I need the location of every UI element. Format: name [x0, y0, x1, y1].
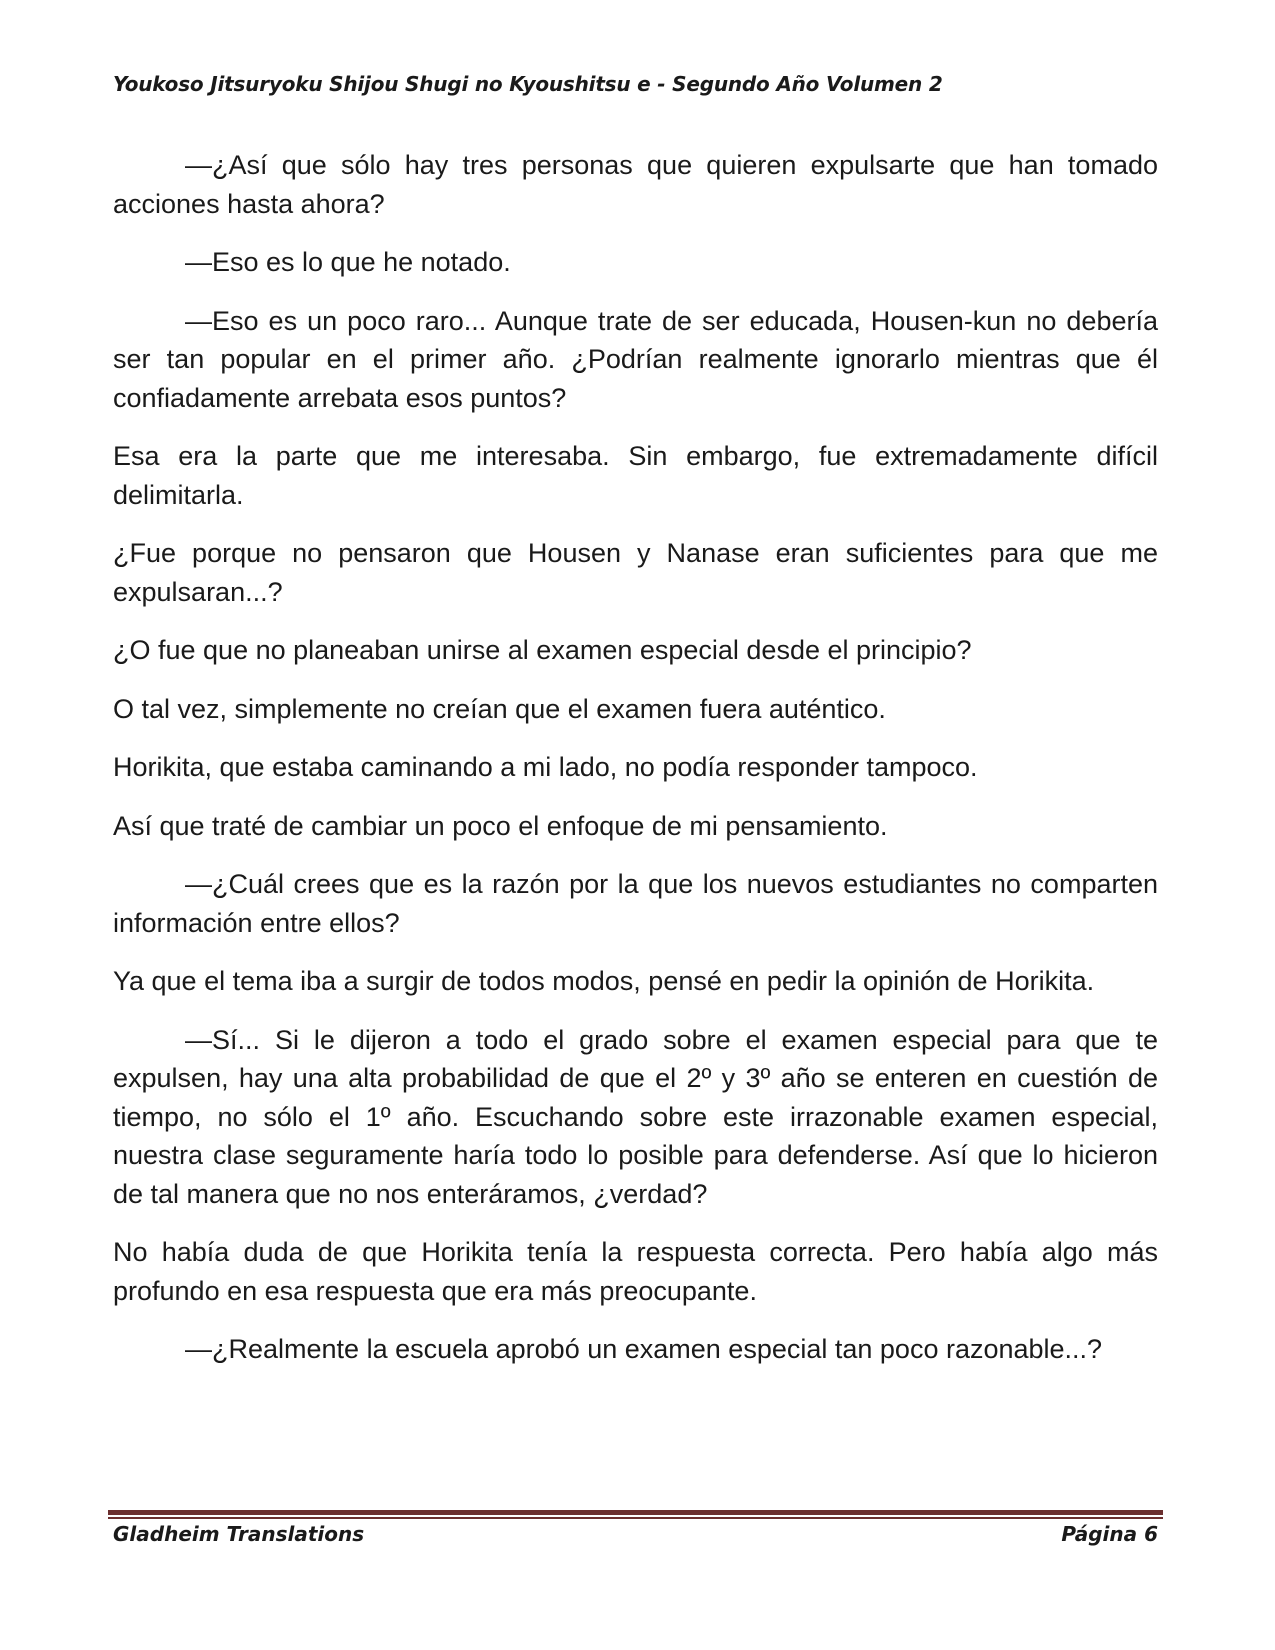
paragraph: Así que traté de cambiar un poco el enfoque de mi pensamiento. — [113, 810, 888, 841]
paragraph: Esa era la parte que me interesaba. Sin embargo, fue extremadamente difícil delimitarla. — [113, 441, 1158, 510]
paragraph: —¿Realmente la escuela aprobó un examen especial tan poco razonable...? — [185, 1334, 1103, 1364]
page-header-title: Youkoso Jitsuryoku Shijou Shugi no Kyoushitsu e - Segundo Año Volumen 2 — [113, 72, 943, 96]
footer-divider-thick — [108, 1510, 1163, 1515]
paragraph: —Eso es lo que he notado. — [185, 247, 511, 277]
paragraph: No había duda de que Horikita tenía la respuesta correcta. Pero había algo más profundo en esa respuesta que era más preocupante. — [113, 1237, 1158, 1306]
paragraph: Horikita, que estaba caminando a mi lado, no podía responder tampoco. — [113, 752, 978, 782]
paragraph: ¿Fue porque no pensaron que Housen y Nanase eran suficientes para que me expulsaran...? — [113, 538, 1158, 607]
paragraph: O tal vez, simplemente no creían que el examen fuera auténtico. — [113, 693, 886, 724]
footer-divider — [108, 1510, 1163, 1519]
footer-publisher: Gladheim Translations — [113, 1522, 365, 1546]
footer-page-number: Página 6 — [1061, 1522, 1158, 1546]
paragraph: —¿Así que sólo hay tres personas que quieren expulsarte que han tomado acciones hasta ahora? — [113, 150, 1158, 219]
paragraph: —Eso es un poco raro... Aunque trate de ser educada, Housen-kun no debería ser tan popular en el primer año. ¿Podrían realmente ignorarlo mientras que él confiadamente arrebata esos puntos? — [113, 305, 1158, 413]
page-body — [113, 146, 1158, 1389]
paragraph: —¿Cuál crees que es la razón por la que los nuevos estudiantes no comparten información entre ellos? — [113, 869, 1158, 938]
paragraph: —Sí... Si le dijeron a todo el grado sobre el examen especial para que te expulsen, hay una alta probabilidad de que el 2º y 3º año se enteren en cuestión de tiempo, no sólo el 1º año. Escuchando sobre este irrazonable examen especial, nuestra clase seguramente haría todo lo posible para defenderse. Así que lo hicieron de tal manera que no nos enteráramos, ¿verdad? — [113, 1024, 1158, 1209]
paragraph: Ya que el tema iba a surgir de todos modos, pensé en pedir la opinión de Horikita. — [113, 966, 1095, 996]
paragraph: ¿O fue que no planeaban unirse al examen especial desde el principio? — [113, 635, 972, 665]
footer-divider-thin — [108, 1517, 1163, 1519]
